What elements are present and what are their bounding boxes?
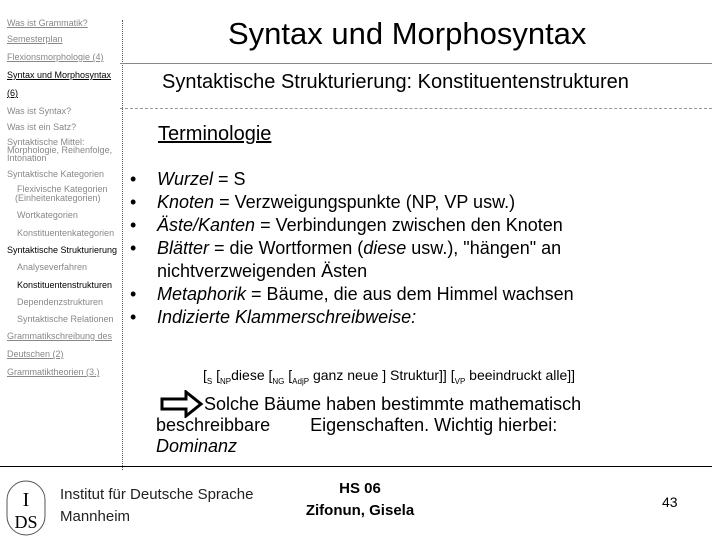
term: Wurzel xyxy=(157,169,214,189)
bullet-item xyxy=(130,191,660,214)
definition: = Bäume, die aus dem Himmel wachsen xyxy=(246,284,574,304)
term: Äste/Kanten xyxy=(157,215,256,235)
slide-subtitle: Syntaktische Strukturierung: Konstituentenstrukturen xyxy=(162,71,629,93)
example: diese xyxy=(363,238,407,258)
bullet-list xyxy=(130,168,660,329)
nav-link[interactable]: Was ist Grammatik? xyxy=(7,18,88,28)
term: Indizierte Klammerschreibweise: xyxy=(157,307,417,327)
bullet-item xyxy=(130,283,660,306)
bullet-item xyxy=(130,214,660,237)
term: Blätter xyxy=(157,238,210,258)
nav-link[interactable]: Grammatikschreibung des xyxy=(7,331,113,341)
nav-item-current[interactable]: Konstituentenstrukturen xyxy=(17,280,113,290)
nav-item[interactable]: Intonation xyxy=(7,153,47,163)
definition: = Verzweigungspunkte (NP, VP usw.) xyxy=(214,192,516,212)
ids-logo xyxy=(6,480,46,536)
nav-link[interactable]: Flexionsmorphologie (4) xyxy=(7,52,104,62)
divider xyxy=(120,108,712,109)
definition: = die Wortformen ( xyxy=(209,238,364,258)
term: Metaphorik xyxy=(157,284,247,304)
bracket-notation: [$_S$ [$_{NP}diese$ [$_{NG}$ [$_{AdjP}$ ganz neue ] Struktur]] [$_{VP}$ beeindruckt alle]] xyxy=(203,367,576,386)
footer-divider xyxy=(0,466,712,467)
nav-item[interactable]: Syntaktische Relationen xyxy=(17,314,114,324)
nav-link[interactable]: Deutschen (2) xyxy=(7,349,64,359)
svg-text:DS: DS xyxy=(14,512,38,532)
nav-link-current[interactable]: (6) xyxy=(7,88,18,98)
course-info: HS 06 Zifonun, Gisela xyxy=(305,480,415,519)
section-heading: Terminologie xyxy=(158,123,272,145)
definition: = S xyxy=(213,169,246,189)
nav-item[interactable]: Morphologie, Reihenfolge, xyxy=(7,145,113,155)
definition: usw.), "hängen" an xyxy=(406,238,562,258)
slide-title: Syntax und Morphosyntax xyxy=(228,16,587,51)
nav-link[interactable]: Semesterplan xyxy=(7,34,63,44)
divider xyxy=(120,63,712,64)
nav-item[interactable]: Syntaktische Mittel: xyxy=(7,137,85,147)
nav-item[interactable]: (Einheitenkategorien) xyxy=(15,193,101,203)
page-number: 43 xyxy=(662,494,678,510)
institute-name: Institut für Deutsche Sprache Mannheim xyxy=(60,486,254,525)
bullet-item xyxy=(130,168,660,191)
bullet-item xyxy=(130,237,660,260)
nav-link-current[interactable]: Syntax und Morphosyntax xyxy=(7,70,112,80)
svg-text:I: I xyxy=(22,489,30,511)
nav-item[interactable]: Flexivische Kategorien xyxy=(17,184,108,194)
nav-item[interactable]: Konstituentenkategorien xyxy=(17,228,115,238)
nav-link[interactable]: Grammatiktheorien (3.) xyxy=(7,367,100,377)
bullet-continuation xyxy=(130,260,660,283)
nav-item-current[interactable]: Syntaktische Strukturierung xyxy=(7,245,118,255)
definition: nichtverzweigenden Ästen xyxy=(157,261,368,281)
definition: = Verbindungen zwischen den Knoten xyxy=(255,215,563,235)
nav-item[interactable]: Analyseverfahren xyxy=(17,262,88,272)
sidebar-divider xyxy=(122,20,123,470)
nav-item[interactable]: Dependenzstrukturen xyxy=(17,297,104,307)
nav-item[interactable]: Was ist Syntax? xyxy=(7,106,72,116)
nav-item[interactable]: Wortkategorien xyxy=(17,210,78,220)
nav-item[interactable]: Syntaktische Kategorien xyxy=(7,169,105,179)
conclusion-text: Solche Bäume haben bestimmte mathematisch beschreibbare Eigenschaften. Wichtig hierbei: Dominanz xyxy=(156,394,587,456)
bullet-item xyxy=(130,306,660,329)
nav-item[interactable]: Was ist ein Satz? xyxy=(7,122,77,132)
term: Knoten xyxy=(157,192,215,212)
